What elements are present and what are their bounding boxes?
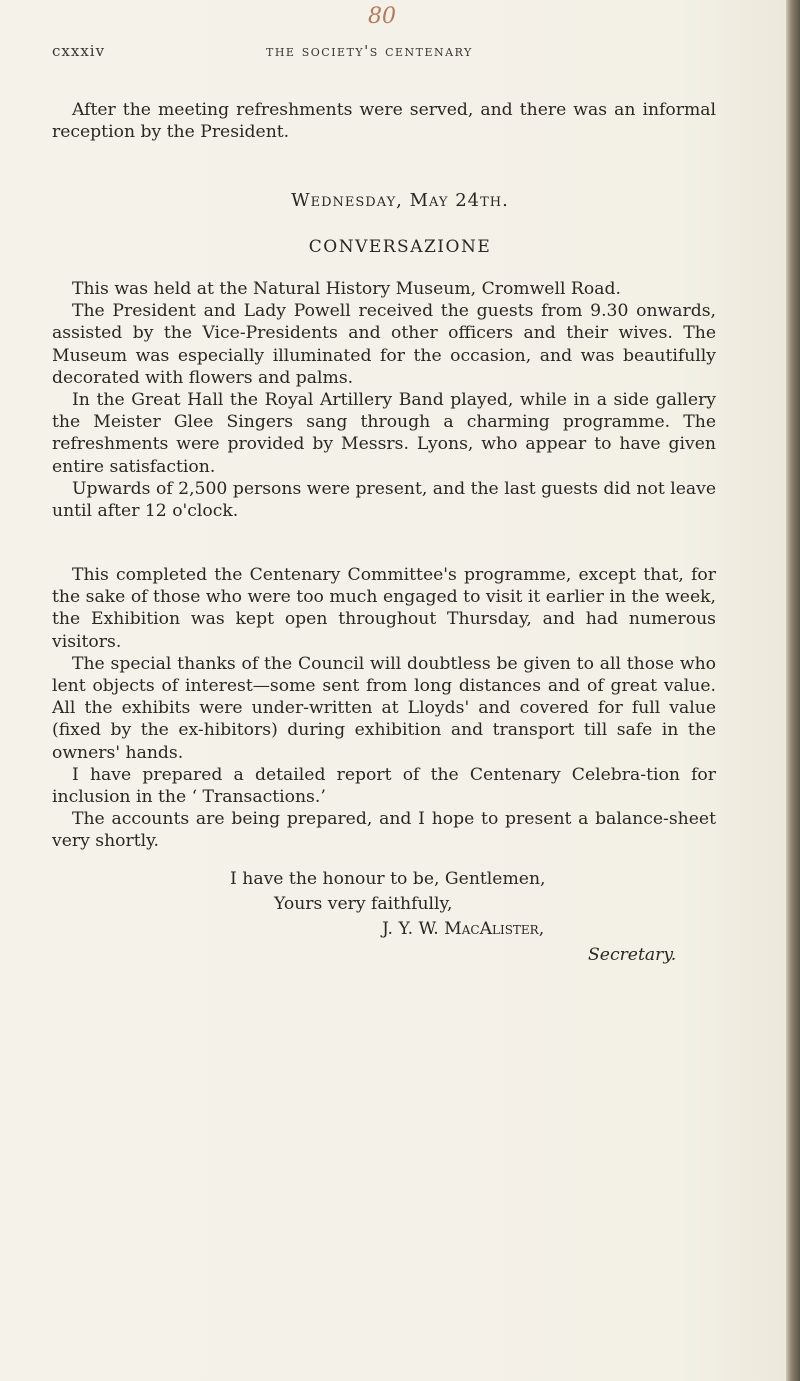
handwritten-margin-note: 80 [368,4,396,29]
intro-paragraph: After the meeting refreshments were served, and there was an informal reception by the President. [52,100,716,143]
paragraph: This was held at the Natural History Museum, Cromwell Road. [72,279,621,299]
paragraph: I have prepared a detailed report of the Centenary Celebra-tion for inclusion in the ‘ Transactions.’ [52,764,716,808]
paragraph: The accounts are being prepared, and I hope to present a balance-sheet very shortly. [52,809,716,852]
running-head-title: the society's centenary [266,42,473,60]
conversazione-body [52,278,716,522]
signature-name: J. Y. W. MacAlister, [382,919,545,939]
signature-role: Secretary. [588,945,677,965]
closing-valediction: Yours very faithfully, [274,894,453,914]
intro-block [52,99,716,143]
section-heading: CONVERSAZIONE [308,237,492,257]
closing-salutation: I have the honour to be, Gentlemen, [230,869,546,889]
report-body [52,564,716,853]
paragraph: In the Great Hall the Royal Artillery Band played, while in a side gallery the Meister Glee Singers sang through a charming programme. The refreshments were provided by Messrs. Lyons, who appear to have given entire satisfaction. [52,390,716,477]
paragraph: This completed the Centenary Committee's programme, except that, for the sake of those who were too much engaged to visit it earlier in the week, the Exhibition was kept open throughout Thursday, and had numerous visitors. [52,565,716,652]
date-line: Wednesday, May 24th. [291,190,509,211]
page-number: cxxxiv [52,42,106,60]
paragraph: The special thanks of the Council will doubtless be given to all those who lent objects of interest—some sent from long distances and of great value. All the exhibits were under-written at Lloyds' and covered for full value (fixed by the ex-hibitors) during exhibition and transport till safe in the owners' hands. [52,653,716,763]
paragraph: The President and Lady Powell received the guests from 9.30 onwards, assisted by the Vice-Presidents and other officers and their wives. The Museum was especially illuminated for the occasion, and was beautifully decorated with flowers and palms. [52,301,716,388]
paragraph: Upwards of 2,500 persons were present, and the last guests did not leave until after 12 o'clock. [52,478,716,522]
